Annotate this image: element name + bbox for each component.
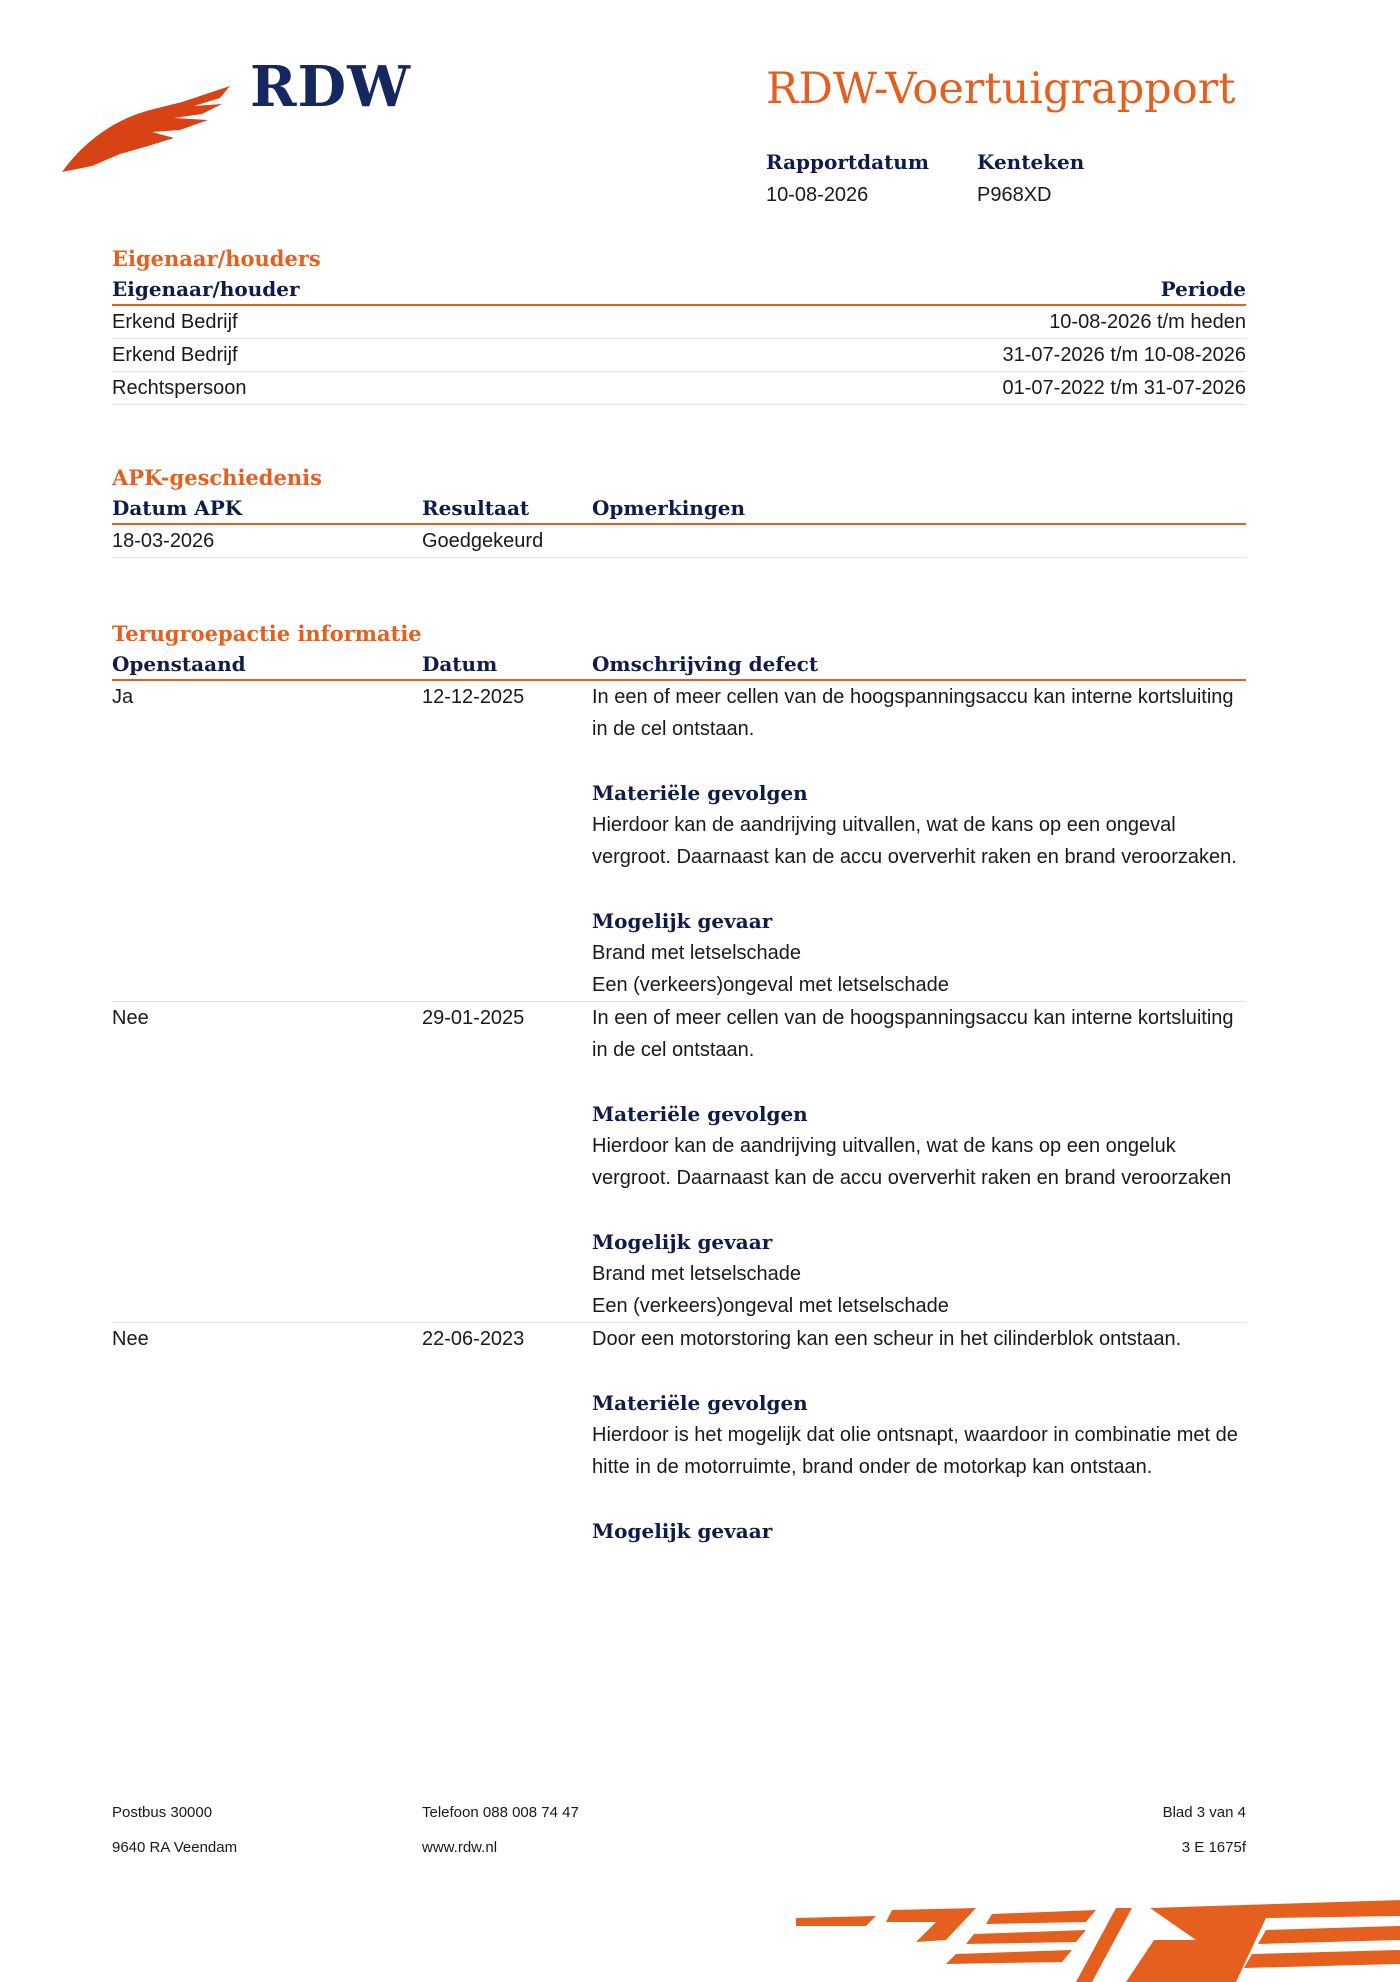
owners-table-header bbox=[112, 274, 1246, 306]
danger-item: Een (verkeers)ongeval met letselschade bbox=[592, 974, 949, 996]
consequences-text: Hierdoor is het mogelijk dat olie ontsnapt, waardoor in combinatie met de hitte in de motorruimte, brand onder de motorkap kan ontstaan. bbox=[592, 1424, 1238, 1478]
danger-label: Mogelijk gevaar bbox=[592, 909, 773, 933]
table-row bbox=[112, 525, 1246, 558]
table-row bbox=[112, 372, 1246, 405]
period-cell: 10-08-2026 t/m heden bbox=[1049, 311, 1246, 333]
open-column-header: Openstaand bbox=[112, 652, 246, 676]
consequences-label: Materiële gevolgen bbox=[592, 781, 808, 805]
apk-result-cell: Goedgekeurd bbox=[422, 530, 544, 552]
report-date-label: Rapportdatum bbox=[766, 150, 930, 174]
page-number: Blad 3 van 4 bbox=[1162, 1804, 1246, 1821]
period-column-header: Periode bbox=[1160, 277, 1246, 301]
apk-title: APK-geschiedenis bbox=[112, 465, 322, 490]
danger-item: Brand met letselschade bbox=[592, 942, 802, 964]
defect-cell bbox=[592, 681, 1246, 1001]
footer-address bbox=[112, 1795, 237, 1865]
footer-city: 9640 RA Veendam bbox=[112, 1839, 238, 1856]
rdw-logo-icon bbox=[62, 84, 232, 180]
danger-item: Een (verkeers)ongeval met letselschade bbox=[592, 1295, 949, 1317]
license-plate-label: Kenteken bbox=[977, 150, 1085, 174]
defect-cell bbox=[592, 1323, 1246, 1547]
document-code: 3 E 1675f bbox=[1181, 1839, 1246, 1856]
table-row bbox=[112, 1002, 1246, 1323]
report-date-value: 10-08-2026 bbox=[766, 184, 869, 206]
apk-result-column-header: Resultaat bbox=[422, 496, 530, 520]
apk-date-cell: 18-03-2026 bbox=[112, 530, 215, 552]
defect-description: In een of meer cellen van de hoogspanningsaccu kan interne kortsluiting in de cel ontstaan. bbox=[592, 1007, 1234, 1061]
owner-cell: Rechtspersoon bbox=[112, 377, 247, 399]
danger-item: Brand met letselschade bbox=[592, 1263, 802, 1285]
danger-label: Mogelijk gevaar bbox=[592, 1230, 773, 1254]
owners-title: Eigenaar/houders bbox=[112, 246, 321, 271]
report-date-block bbox=[766, 150, 929, 207]
decorative-stripes-icon bbox=[796, 1900, 1400, 1982]
footer-website[interactable]: www.rdw.nl bbox=[422, 1839, 498, 1856]
table-row bbox=[112, 1323, 1246, 1547]
danger-label: Mogelijk gevaar bbox=[592, 1519, 773, 1543]
apk-table-header bbox=[112, 493, 1246, 525]
license-plate-block bbox=[977, 150, 1084, 207]
table-row bbox=[112, 681, 1246, 1002]
period-cell: 31-07-2026 t/m 10-08-2026 bbox=[1002, 344, 1246, 366]
consequences-label: Materiële gevolgen bbox=[592, 1102, 808, 1126]
owner-cell: Erkend Bedrijf bbox=[112, 344, 238, 366]
apk-date-column-header: Datum APK bbox=[112, 496, 243, 520]
recall-date-cell: 22-06-2023 bbox=[422, 1328, 525, 1350]
consequences-text: Hierdoor kan de aandrijving uitvallen, wat de kans op een ongeluk vergroot. Daarnaast kan de accu oververhit raken en brand veroorzaken bbox=[592, 1135, 1232, 1189]
open-cell: Ja bbox=[112, 686, 134, 708]
apk-section bbox=[112, 463, 1246, 558]
defect-cell bbox=[592, 1002, 1246, 1322]
footer-postbus: Postbus 30000 bbox=[112, 1804, 213, 1821]
footer-contact bbox=[422, 1795, 579, 1865]
footer-page-info bbox=[1046, 1795, 1246, 1865]
defect-description: In een of meer cellen van de hoogspanningsaccu kan interne kortsluiting in de cel ontstaan. bbox=[592, 686, 1234, 740]
table-row bbox=[112, 306, 1246, 339]
owner-cell: Erkend Bedrijf bbox=[112, 311, 238, 333]
consequences-text: Hierdoor kan de aandrijving uitvallen, wat de kans op een ongeval vergroot. Daarnaast kan de accu oververhit raken en brand veroorzaken. bbox=[592, 814, 1237, 868]
recall-date-cell: 29-01-2025 bbox=[422, 1007, 525, 1029]
footer-phone: Telefoon 088 008 74 47 bbox=[422, 1804, 579, 1821]
logo-text: RDW bbox=[250, 54, 411, 120]
open-cell: Nee bbox=[112, 1007, 149, 1029]
apk-remarks-column-header: Opmerkingen bbox=[592, 496, 746, 520]
open-cell: Nee bbox=[112, 1328, 149, 1350]
recall-date-column-header: Datum bbox=[422, 652, 498, 676]
defect-column-header: Omschrijving defect bbox=[592, 652, 819, 676]
table-row bbox=[112, 339, 1246, 372]
defect-description: Door een motorstoring kan een scheur in het cilinderblok ontstaan. bbox=[592, 1328, 1182, 1350]
report-title: RDW-Voertuigrapport bbox=[766, 64, 1236, 114]
owner-column-header: Eigenaar/houder bbox=[112, 277, 300, 301]
consequences-label: Materiële gevolgen bbox=[592, 1391, 808, 1415]
recall-table-header bbox=[112, 649, 1246, 681]
recall-section bbox=[112, 619, 1246, 1547]
recall-date-cell: 12-12-2025 bbox=[422, 686, 525, 708]
owners-section bbox=[112, 244, 1246, 405]
license-plate-value: P968XD bbox=[977, 184, 1052, 206]
period-cell: 01-07-2022 t/m 31-07-2026 bbox=[1002, 377, 1246, 399]
recall-title: Terugroepactie informatie bbox=[112, 621, 422, 646]
apk-remarks-cell bbox=[592, 525, 1246, 557]
